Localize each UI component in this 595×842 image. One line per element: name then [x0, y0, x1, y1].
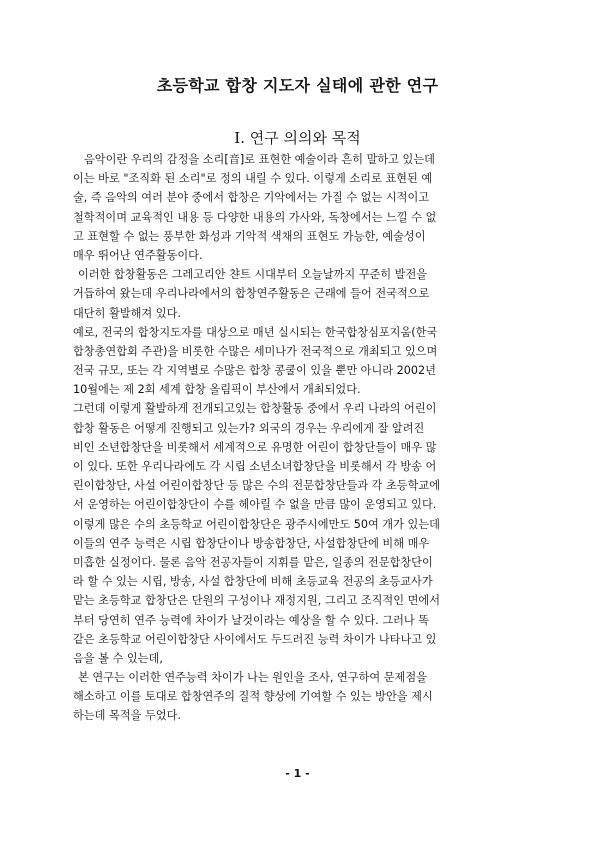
body-line: 린이합창단, 사설 어린이합창단 등 많은 수의 전문합창단들과 각 초등학교에 [73, 479, 441, 493]
body-line: 예로, 전국의 합창지도자를 대상으로 매년 실시되는 한국합창심포지움(한국 [73, 325, 438, 339]
section-heading: Ⅰ. 연구 의의와 목적 [234, 129, 361, 147]
body-line: 이는 바로 "조직화 된 소리"로 정의 내릴 수 있다. 이렇게 소리로 표현된 예 [73, 172, 433, 186]
body-line: 본 연구는 이러한 연주능력 차이가 나는 원인을 조사, 연구하여 문제점을 [78, 671, 427, 685]
body-line: 같은 초등학교 어린이합창단 사이에서도 두드러진 능력 차이가 나타나고 있 [73, 632, 437, 646]
page-number: - 1 - [285, 767, 310, 780]
body-line: 매우 뛰어난 연주활동이다. [73, 248, 203, 262]
body-line: 미흡한 실정이다. 물론 음악 전공자들이 지휘를 맡은, 일종의 전문합창단이 [73, 555, 433, 569]
body-line: 10월에는 제 2회 세계 합창 올림픽이 부산에서 개최되었다. [73, 383, 361, 397]
body-line: 맡는 초등학교 합창단은 단원의 구성이나 재정지원, 그리고 조직적인 면에서 [73, 594, 441, 608]
body-line: 이들의 연주 능력은 시립 합창단이나 방송합창단, 사설합창단에 비해 매우 [73, 536, 430, 550]
body-line: 고 표현할 수 없는 풍부한 화성과 기악적 색채의 표현도 가능한, 예술성이 [73, 229, 426, 243]
body-line: 음악이란 우리의 감정을 소리[音]로 표현한 예술이라 흔히 말하고 있는데 [84, 153, 435, 166]
body-line: 하는데 목적을 두었다. [73, 709, 181, 723]
body-line: 그런데 이렇게 활발하게 전개되고있는 합창활동 중에서 우리 나라의 어린이 [73, 402, 437, 416]
body-line: 라 할 수 있는 시립, 방송, 사설 합창단에 비해 초등교육 전공의 초등교사가 [73, 575, 433, 589]
body-line: 대단히 활발해져 있다. [73, 306, 181, 320]
body-line: 합창총연합회 주관)을 비롯한 수많은 세미나가 전국적으로 개최되고 있으며 [73, 344, 438, 358]
body-line: 음을 볼 수 있는데, [73, 651, 163, 665]
body-line: 술, 즉 음악의 여러 분야 중에서 합창은 기악에서는 가질 수 없는 시적이고 [73, 191, 430, 205]
body-line: 철학적이며 교육적인 내용 등 다양한 내용의 가사와, 독창에서는 느낄 수 없 [73, 210, 437, 224]
body-line: 이 있다. 또한 우리나라에도 각 시립 소년소녀합창단을 비롯해서 각 방송 어 [73, 460, 437, 473]
body-line: 비인 소년합창단을 비롯해서 세계적으로 유명한 어린이 합창단들이 매우 많 [73, 440, 437, 454]
body-line: 합창 활동은 어떻게 진행되고 있는가? 외국의 경우는 우리에게 잘 알려진 [73, 421, 425, 435]
body-line: 전국 규모, 또는 각 지역별로 수많은 합창 콩쿨이 있을 뿐만 아니라 2002년 [73, 364, 436, 378]
body-line: 해소하고 이를 토대로 합창연주의 질적 향상에 기여할 수 있는 방안을 제시 [73, 690, 433, 704]
body-line: 이렇게 많은 수의 초등학교 어린이합창단은 광주시에만도 50여 개가 있는데 [73, 517, 440, 531]
body-line: 거듭하여 왔는데 우리나라에서의 합창연주활동은 근래에 들어 전국적으로 [73, 287, 430, 301]
body-line: 이러한 합창활동은 그레고리안 챤트 시대부터 오늘날까지 꾸준히 발전을 [78, 268, 428, 282]
body-line: 서 운영하는 어린이합창단이 수를 헤아릴 수 없을 만큼 많이 운영되고 있다. [73, 498, 437, 512]
document-title: 초등학교 합창 지도자 실태에 관한 연구 [156, 76, 439, 95]
body-text [73, 150, 525, 726]
body-line: 부터 당연히 연주 능력에 차이가 날것이라는 예상을 할 수 있다. 그러나 똑 [73, 613, 430, 627]
